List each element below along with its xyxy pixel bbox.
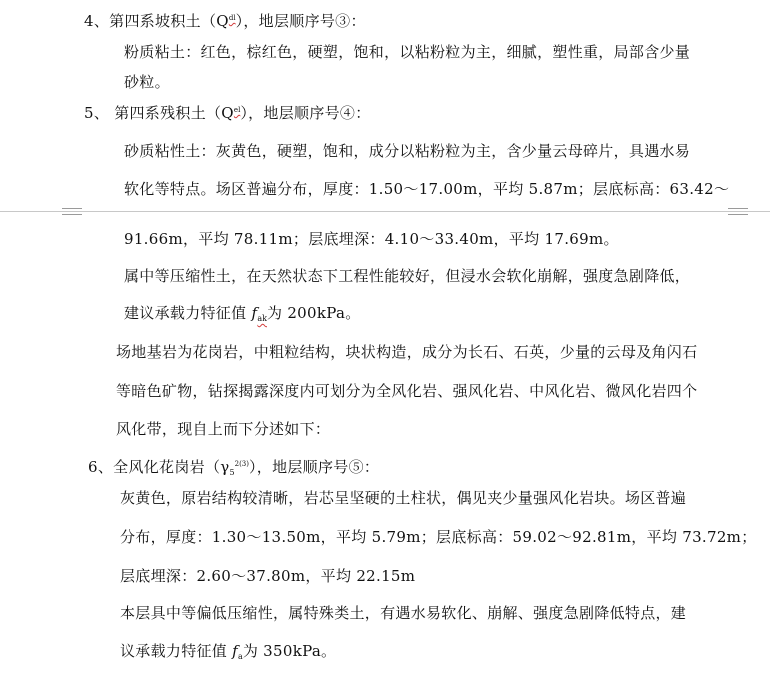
section-6-line-1: 灰黄色，原岩结构较清晰，岩芯呈坚硬的土柱状，偶见夹少量强风化岩块。场区普遍 (120, 489, 687, 507)
section-5-heading-suffix: ），地层顺序号④： (240, 104, 371, 122)
bedrock-line-1: 场地基岩为花岗岩，中粗粒结构，块状构造，成分为长石、石英，少量的云母及角闪石 (116, 343, 698, 361)
right-margin-marker (728, 208, 748, 215)
section-6-line-5-suffix: 为 350kPa。 (242, 642, 337, 660)
section-6-line-2: 分布，厚度：1.30～13.50m，平均 5.79m；层底标高：59.02～92.81m，平均 73.72m； (120, 528, 757, 546)
section-5-line-3: 91.66m，平均 78.11m；层底埋深：4.10～33.40m，平均 17.69m。 (124, 230, 619, 248)
section-4-heading (84, 10, 366, 31)
section-5-heading-prefix: 5、 第四系残积土（Q (84, 104, 234, 122)
section-6-heading-prefix: 6、全风化花岗岩（γ (88, 458, 230, 476)
section-5-line-5 (124, 302, 361, 323)
section-5-line-2: 软化等特点。场区普遍分布，厚度：1.50～17.00m，平均 5.87m；层底标高：63.42～ (124, 180, 730, 198)
section-4-heading-sup: dl (228, 14, 236, 22)
section-4-line-2: 砂粒。 (124, 73, 170, 91)
section-6-heading (88, 456, 379, 477)
section-5-line-1: 砂质粘性土：灰黄色，硬塑，饱和，成分以粘粉粒为主，含少量云母碎片，具遇水易 (124, 142, 691, 160)
section-6-line-5-f: f (232, 642, 239, 660)
section-6-line-4: 本层具中等偏低压缩性，属特殊类土，有遇水易软化、崩解、强度急剧降低特点，建 (120, 604, 687, 622)
section-5-line-5-f: f (251, 304, 258, 322)
left-margin-marker (62, 208, 82, 215)
section-6-heading-sub: 5 (229, 468, 235, 477)
section-6-line-5-sub: a (238, 652, 243, 661)
section-5-line-5-sub: ak (257, 314, 267, 323)
bedrock-line-2: 等暗色矿物，钻探揭露深度内可划分为全风化岩、强风化岩、中风化岩、微风化岩四个 (116, 382, 698, 400)
page-break-divider (0, 211, 770, 212)
section-5-line-5-suffix: 为 200kPa。 (266, 304, 361, 322)
section-4-line-1: 粉质粘土：红色，棕红色，硬塑，饱和，以粘粉粒为主，细腻，塑性重，局部含少量 (124, 43, 691, 61)
section-6-line-5-prefix: 议承载力特征值 (120, 642, 233, 660)
section-6-heading-sup: 2(3) (234, 460, 249, 468)
section-5-line-5-prefix: 建议承载力特征值 (124, 304, 252, 322)
section-6-line-3: 层底埋深：2.60～37.80m，平均 22.15m (120, 567, 416, 585)
section-5-line-4: 属中等压缩性土，在天然状态下工程性能较好，但浸水会软化崩解，强度急剧降低， (124, 267, 691, 285)
section-6-heading-suffix: ），地层顺序号⑤： (248, 458, 380, 476)
section-6-line-5 (120, 640, 336, 661)
section-5-heading-sup: el (233, 106, 241, 114)
section-4-heading-prefix: 4、第四系坡积土（Q (84, 12, 229, 30)
section-5-heading (84, 102, 371, 123)
section-4-heading-suffix: ），地层顺序号③： (235, 12, 366, 30)
bedrock-line-3: 风化带，现自上而下分述如下： (116, 420, 331, 438)
